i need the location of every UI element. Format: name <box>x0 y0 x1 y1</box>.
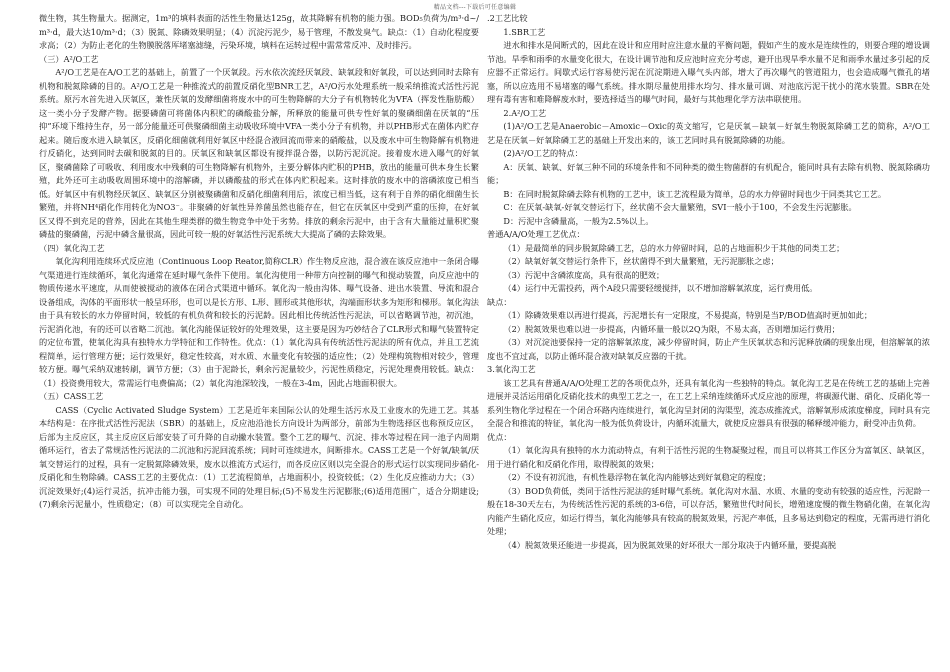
paragraph: 优点： <box>487 431 512 442</box>
paragraph: (1)A²/O工艺是Anaerobic－Amoxic－Oxic的英文缩写，它是厌氧－缺氧－好氧生物脱氮除磷工艺的简称，A²/O工艺是在厌氧－好氧除磷工艺的基础上开发出来的，该工艺同时具有脱氮除磷的功能。 <box>487 121 930 145</box>
paragraph: （3）BOD负荷低，类同于活性污泥法的延时曝气系统。氧化沟对水温、水质、水量的变动有较强的适应性，污泥龄一般在18-30天左右，为传统活性污泥的系统的3-6倍，可以存活，繁殖世代时间长，增殖速度慢的微生物硝化菌，在氧化沟内能产生硝化反应，如运行得当，氧化沟能够具有较高的脱氮效果，污泥产率低，且多易达到稳定的程度，无需再进行消化处理； <box>487 485 930 536</box>
paragraph: （4）运行中无需投药，两个A段只需要轻缓搅拌，以不增加溶解氧浓度，运行费用低。 <box>503 283 818 293</box>
paragraph: 3.氧化沟工艺 <box>487 364 536 374</box>
paragraph: （3）污泥中含磷浓度高，具有很高的肥效； <box>503 269 665 280</box>
paragraph: （2）脱氮效果也难以进一步提高，内循环量一般以2Q为限，不易太高，否则增加运行费用； <box>503 323 840 334</box>
paragraph: 1.SBR工艺 <box>503 26 546 37</box>
header-watermark: 精品文档---下载后可任意编辑 <box>433 4 517 11</box>
right-column <box>487 12 930 668</box>
paragraph: 氧化沟利用连续环式反应池（Continuous Loop Reator,简称CLR）作生物反应池，混合液在该反应池中一条闭合曝气渠道进行连续循环，氧化沟通常在延时曝气条件下使用。氧化沟使用一种带方向控制的曝气和搅动装置，向反应池中的物质传递水平速度，从而使被搅动的液体在闭合式渠道中循环。氧化沟一般由沟体、曝气设备、进出水装置、导流和混合设备组成，沟体的平面形状一般呈环形，也可以是长方形、L形、圆形或其他形状，沟端面形状多为矩形和梯形。氧化沟法由于具有较长的水力停留时间，较低的有机负荷和较长的污泥龄。因此相比传统活性污泥法，可以省略调节池，初沉池，污泥消化池，有的还可以省略二沉池。氧化沟能保证较好的处理效果，这主要是因为巧妙结合了CLR形式和曝气装置特定的定位布置，使氧化沟具有独特水力学特征和工作特性。优点：（1）氧化沟具有传统活性污泥法的所有优点，并且工艺流程简单，运行管理方便；运行效果好，稳定性较高，对水质、水量变化有较强的适应性；（2）处理构筑物相对较少，管理较方便。曝气采纳双速转刷，调节方便；（3）由于泥龄长，剩余污泥量较少，污泥性质稳定，污泥处理费用较低。缺点：（1）投资费用较大，常需运行电费偏高；（2）氧化沟池深较浅，一般在3-4m，因此占地面积很大。 <box>39 256 479 388</box>
section-heading: （三）A²/O工艺 <box>39 53 99 64</box>
paragraph: 普通A/A/O处理工艺优点： <box>487 229 585 239</box>
paragraph: 2.A²/O工艺 <box>503 107 547 118</box>
paragraph: （2）不设有初沉池，有机性悬浮物在氧化沟内能够达到好氧稳定的程度； <box>503 472 771 482</box>
paragraph: 缺点： <box>487 296 512 307</box>
paragraph: （1）除磷效果难以再进行提高，污泥增长有一定限度，不易提高，特别是当P/BOD值高时更加如此； <box>503 310 873 320</box>
paragraph: (2)A²/O工艺的特点： <box>503 148 583 158</box>
paragraph: CASS（Cyclic Activated Sludge System）工艺是近年来国际公认的处理生活污水及工业废水的先进工艺。其基本结构是：在序批式活性污泥法（SBR）的基础上，反应池沿池长方向设计为两部分，前部为生物选择区也称预反应区，后部为主反应区，其主反应区后部安装了可升降的自动撇水装置。整个工艺的曝气、沉淀、排水等过程在同一池子内周期循环运行，省去了常规活性污泥法的二沉池和污泥回流系统；同时可连续进水，间断排水。CASS工艺是一个好氧/缺氧/厌氧交替运行的过程，具有一定脱氮除磷效果，废水以推流方式运行，而各反应区则以完全混合的形式运行以实现同步硝化-反硝化和生物除磷。CASS工艺的主要优点：（1）工艺流程简单，占地面积小，投资较低；（2）生化反应推动力大；（3）沉淀效果好;(4)运行灵活，抗冲击能力强，可实现不同的处理目标;(5)不易发生污泥膨胀;(6)适用范围广，适合分期建设;(7)剩余污泥量小，性质稳定；（8）可以实现完全自动化。 <box>39 404 479 509</box>
paragraph: D：污泥中含磷量高，一般为2.5%以上。 <box>503 215 654 226</box>
paragraph: （4）脱氮效果还能进一步提高，因为脱氮效果的好坏很大一部分取决于内循环量，要提高脱 <box>503 539 837 550</box>
paragraph: 微生物，其生物量大。据测定，1m³的填料表面的活性生物量达125g，故其降解有机物的能力强。BOD₅负荷为/m³·d~/ m³·d，最大达10/m³·d；（3）脱氮、除磷效果明显；（4）沉淀污泥少，易于管理，不散发臭气。缺点：（1）自动化程度要求高；（2）为防止老化的生物膜脱落厍堵塞滤缝，污染环境，填料在运转过程中需常常反冲、及时排污。 <box>39 13 479 50</box>
paragraph: （1）是最简单的同步脱氮除磷工艺，总的水力停留时间，总的占地面积少于其他的同类工艺； <box>503 242 845 253</box>
paragraph: （3）对沉淀池要保持一定的溶解氧浓度，减少停留时间，防止产生厌氧状态和污泥释放磷的现象出现，但溶解氧的浓度也不宜过高，以防止循环混合液对缺氧反应器的干扰。 <box>487 337 930 361</box>
paragraph: 进水和排水是间断式的，因此在设计和应用时应注意水量的平衡问题，假如产生的废水是连续性的，则要合理的增设调节池。旱季和雨季的水量变化很大，在设计调节池和反应池时应充分考虑，避开出现旱季水量不足和雨季水量过多引起的反应器不正常运行。间歇式运行容易使污泥在沉淀期进入曝气头内部，增大了再次曝气的管道阻力，也会造成曝气微孔的堵塞，所以应选用不易堵塞的曝气系统。排水期尽量使用排水均匀、排水量可调、对池底污泥干扰小的滗水装置。SBR在处理有毒有害和难降解废水时，要选择适当的曝气时间，最好与其他理化学方法串联使用。 <box>487 40 930 104</box>
paragraph: （1）氧化沟具有独特的水力流动特点，有利于活性污泥的生物凝聚过程，而且可以将其工作区分为富氧区、缺氧区，用于进行硝化和反硝化作用，取得脱氮的效果； <box>487 445 930 469</box>
section-heading: （四）氧化沟工艺 <box>39 242 105 253</box>
paragraph: 该工艺具有普通A/A/O处理工艺的各项优点外，还具有氧化沟一些独特的特点。氧化沟工艺是在传统工艺的基础上完善进展并灵活运用硝化反硝化技术的典型工艺之一，在工艺上采纳连续循环式反应池的原理，将碳源代谢、硝化、反硝化等一系列生物化学过程在一个闭合环路内连续进行，氧化沟呈封闭的沟渠型，流态成推流式，溶解氧形成浓度梯度，同时具有完全混合和推流的特征，氧化沟一般为低负荷设计，内循环流量大，就使反应器具有很强的稀释缓冲能力，耐受冲击负荷。 <box>487 377 930 428</box>
paragraph: B：在同时脱氮除磷去除有机物的工艺中，该工艺流程最为简单，总的水力停留时间也少于同类其它工艺。 <box>503 188 887 199</box>
paragraph: .2工艺比较 <box>487 13 528 23</box>
paragraph: A：厌氧、缺氧、好氧三种不同的环境条件和不同种类的微生物菌群的有机配合，能同时具有去除有机物、脱氮除磷功能； <box>487 161 930 185</box>
paragraph: A²/O工艺是在A/O工艺的基础上，前置了一个厌氧段。污水依次流经厌氧段、缺氧段和好氧段，可以达到同时去除有机物和脱氮除磷的目的。A²/O工艺是一种推流式的前置反硝化型BNR工艺，A²/O污水处理系统一般采纳推流式活性污泥系统。原污水首先进入厌氧区，兼性厌氧的发酵细菌将废水中的可生物降解的大分子有机物转化为VFA（挥发性脂肪酸）这一类小分子发酵产物。据要磷菌可将菌体内积贮的磷酸盐分解，所释放的能量可供专性好氧的聚磷细菌在厌氧的“压抑”环境下维持生存，另一部分能量还可供聚磷细菌主动吸收环境中VFA一类小分子有机物，并以PHB形式在菌体内贮存起来。随后废水进入缺氧区，反硝化细菌就利用好氧区中经混合液回流而带来的硝酸盐，以及废水中可生物降解有机物进行反硝化，达到同时去碳和脱氮的目的。厌氧区和缺氧区都设有搅拌混合器，以防污泥沉淀。接着废水进入曝气的好氧区，聚磷菌除了可吸收、利用废水中残剩的可生物降解有机物外，主要分解体内贮积的PHB，放出的能量可供本身生长繁殖，此外还可主动吸收周围环境中的溶解磷，并以磷酸盐的形式在体内贮积起来。这时排放的废水中的溶磷浓度已相当低。好氧区中有机物经厌氧区、缺氧区分别被聚磷菌和反硝化细菌利用后，浓度已相当低，这有利于自养的硝化细菌生长繁殖，并将NH⁴硝化作用转化为NO3⁻。非聚磷的好氧性异养菌虽然也能存在，但它在厌氧区中受到严重的压抑，在好氧区又得不到充足的营养，因此在其他生理类群的微生物竞争中处于劣势。排放的剩余污泥中，由于含有大量能过量积贮聚磷盐的聚磷菌，污泥中磷含量很高，因此可较一般的好氧活性污泥系统大大提高了磷的去除效果。 <box>39 67 479 239</box>
paragraph: C：在厌氧-缺氧-好氧交替运行下，丝状菌不会大量繁殖，SVI一般小于100，不会发生污泥膨胀。 <box>503 202 857 212</box>
left-column <box>39 12 479 668</box>
section-heading: （五）CASS工艺 <box>39 391 104 401</box>
paragraph: （2）缺氧好氧交替运行条件下，丝状菌得不到大量繁殖，无污泥膨胀之虑； <box>503 256 779 266</box>
